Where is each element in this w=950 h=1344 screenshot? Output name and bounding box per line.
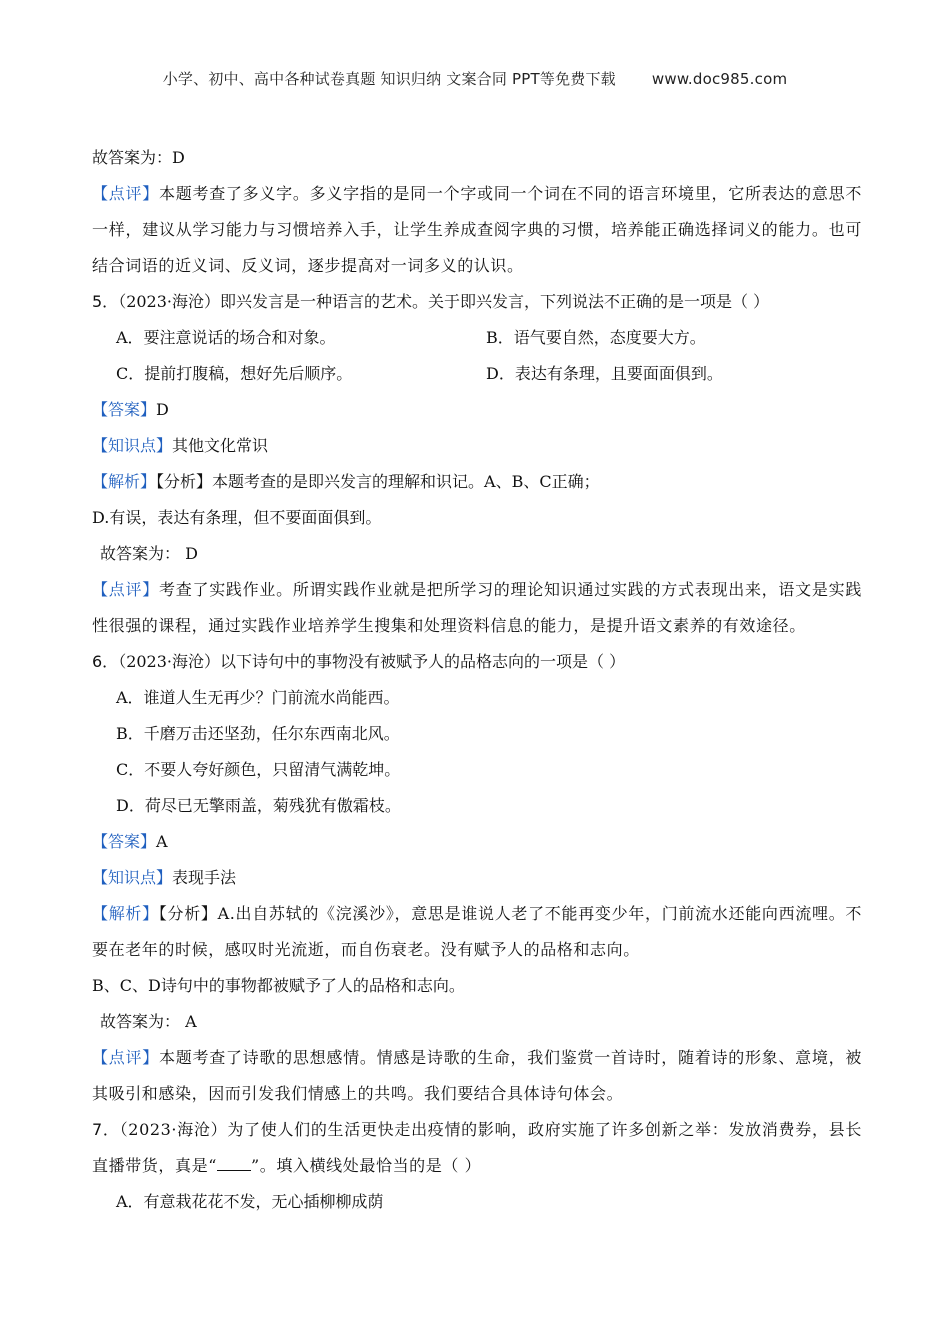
q7-fill-blank[interactable] bbox=[217, 1152, 251, 1171]
q5-option-b[interactable]: B．语气要自然，态度要大方。 bbox=[486, 328, 706, 347]
q6-final-answer: 故答案为： A bbox=[100, 1012, 197, 1031]
comment-tag: 【点评】 bbox=[92, 1048, 159, 1067]
q5-option-d[interactable]: D．表达有条理，且要面面俱到。 bbox=[486, 364, 723, 383]
q7-stem bbox=[92, 1112, 862, 1184]
q6-option-b[interactable]: B．千磨万击还坚劲，任尔东西南北风。 bbox=[116, 724, 400, 743]
q4-comment bbox=[92, 176, 862, 284]
q6-answer bbox=[92, 824, 862, 860]
header-text: 小学、初中、高中各种试卷真题 知识归纳 文案合同 PPT等免费下载 bbox=[162, 70, 616, 88]
q6-option-c[interactable]: C．不要人夸好颜色，只留清气满乾坤。 bbox=[116, 760, 401, 779]
q5-knowledge-value: 其他文化常识 bbox=[172, 436, 269, 455]
q6-stem bbox=[92, 644, 862, 680]
q6-comment bbox=[92, 1040, 862, 1112]
q6-number: 6． bbox=[92, 652, 119, 671]
q5-options-row-2 bbox=[92, 356, 862, 392]
q7-number: 7． bbox=[92, 1120, 120, 1139]
q6-analysis-text: 【分析】A.出自苏轼的《浣溪沙》，意思是谁说人老了不能再变少年，门前流水还能向西流哩。不要在老年的时候，感叹时光流逝，而自伤衰老。没有赋予人的品格和志向。 bbox=[92, 904, 862, 959]
document-body bbox=[92, 140, 862, 1220]
q5-analysis-2: D.有误，表达有条理，但不要面面俱到。 bbox=[92, 508, 382, 527]
q7-source: （2023·海沧） bbox=[119, 1120, 228, 1139]
q7-option-a[interactable]: A．有意栽花花不发，无心插柳柳成荫 bbox=[116, 1192, 384, 1211]
page-header bbox=[0, 68, 950, 89]
answer-tag: 【答案】 bbox=[92, 832, 157, 851]
answer-tag: 【答案】 bbox=[92, 400, 157, 419]
q6-stem-text: 以下诗句中的事物没有被赋予人的品格志向的一项是（ ） bbox=[220, 652, 626, 671]
analysis-tag: 【解析】 bbox=[92, 472, 157, 491]
q6-comment-text: 本题考查了诗歌的思想感情。情感是诗歌的生命，我们鉴赏一首诗时，随着诗的形象、意境，被其吸引和感染，因而引发我们情感上的共鸣。我们要结合具体诗句体会。 bbox=[92, 1048, 862, 1103]
q6-knowledge-value: 表现手法 bbox=[172, 868, 237, 887]
q5-final-answer: 故答案为： D bbox=[100, 544, 198, 563]
q6-analysis-2: B、C、D诗句中的事物都被赋予了人的品格和志向。 bbox=[92, 976, 465, 995]
q5-analysis bbox=[92, 464, 862, 500]
q5-answer-value: D bbox=[156, 400, 169, 419]
knowledge-tag: 【知识点】 bbox=[92, 868, 173, 887]
analysis-tag: 【解析】 bbox=[92, 904, 159, 923]
q5-options-row-1 bbox=[92, 320, 862, 356]
q5-comment-text: 考查了实践作业。所谓实践作业就是把所学习的理论知识通过实践的方式表现出来，语文是实践性很强的课程，通过实践作业培养学生搜集和处理资料信息的能力，是提升语文素养的有效途径。 bbox=[92, 580, 862, 635]
q5-knowledge bbox=[92, 428, 862, 464]
knowledge-tag: 【知识点】 bbox=[92, 436, 173, 455]
q7-stem-text-1: 为了使人们的生活更快走出疫情的影响，政府实施了许多创新之举：发放消费券，县长直播带货，真是“ bbox=[92, 1120, 862, 1175]
q5-source: （2023·海沧） bbox=[118, 292, 220, 311]
q4-final-answer: 故答案为：D bbox=[92, 148, 185, 167]
q6-option-a[interactable]: A．谁道人生无再少？门前流水尚能西。 bbox=[116, 688, 400, 707]
q6-source: （2023·海沧） bbox=[118, 652, 220, 671]
comment-tag: 【点评】 bbox=[92, 580, 159, 599]
comment-tag: 【点评】 bbox=[92, 184, 159, 203]
q5-stem bbox=[92, 284, 862, 320]
q6-analysis bbox=[92, 896, 862, 968]
header-url[interactable]: www.doc985.com bbox=[651, 70, 788, 88]
q5-answer bbox=[92, 392, 862, 428]
q6-option-d[interactable]: D．荷尽已无擎雨盖，菊残犹有傲霜枝。 bbox=[116, 796, 401, 815]
q6-answer-value: A bbox=[156, 832, 168, 851]
q5-option-c[interactable]: C．提前打腹稿，想好先后顺序。 bbox=[116, 364, 353, 383]
q5-analysis-text: 【分析】本题考查的是即兴发言的理解和识记。A、B、C正确； bbox=[156, 472, 600, 491]
q6-knowledge bbox=[92, 860, 862, 896]
q5-comment bbox=[92, 572, 862, 644]
q5-number: 5． bbox=[92, 292, 119, 311]
q4-comment-text: 本题考查了多义字。多义字指的是同一个字或同一个词在不同的语言环境里，它所表达的意思不一样，建议从学习能力与习惯培养入手，让学生养成查阅字典的习惯，培养能正确选择词义的能力。也可结合词语的近义词、反义词，逐步提高对一词多义的认识。 bbox=[92, 184, 862, 275]
q5-stem-text: 即兴发言是一种语言的艺术。关于即兴发言，下列说法不正确的是一项是（ ） bbox=[220, 292, 770, 311]
q7-stem-text-2: ”。填入横线处最恰当的是（ ） bbox=[250, 1156, 482, 1175]
q5-option-a[interactable]: A．要注意说话的场合和对象。 bbox=[116, 328, 336, 347]
